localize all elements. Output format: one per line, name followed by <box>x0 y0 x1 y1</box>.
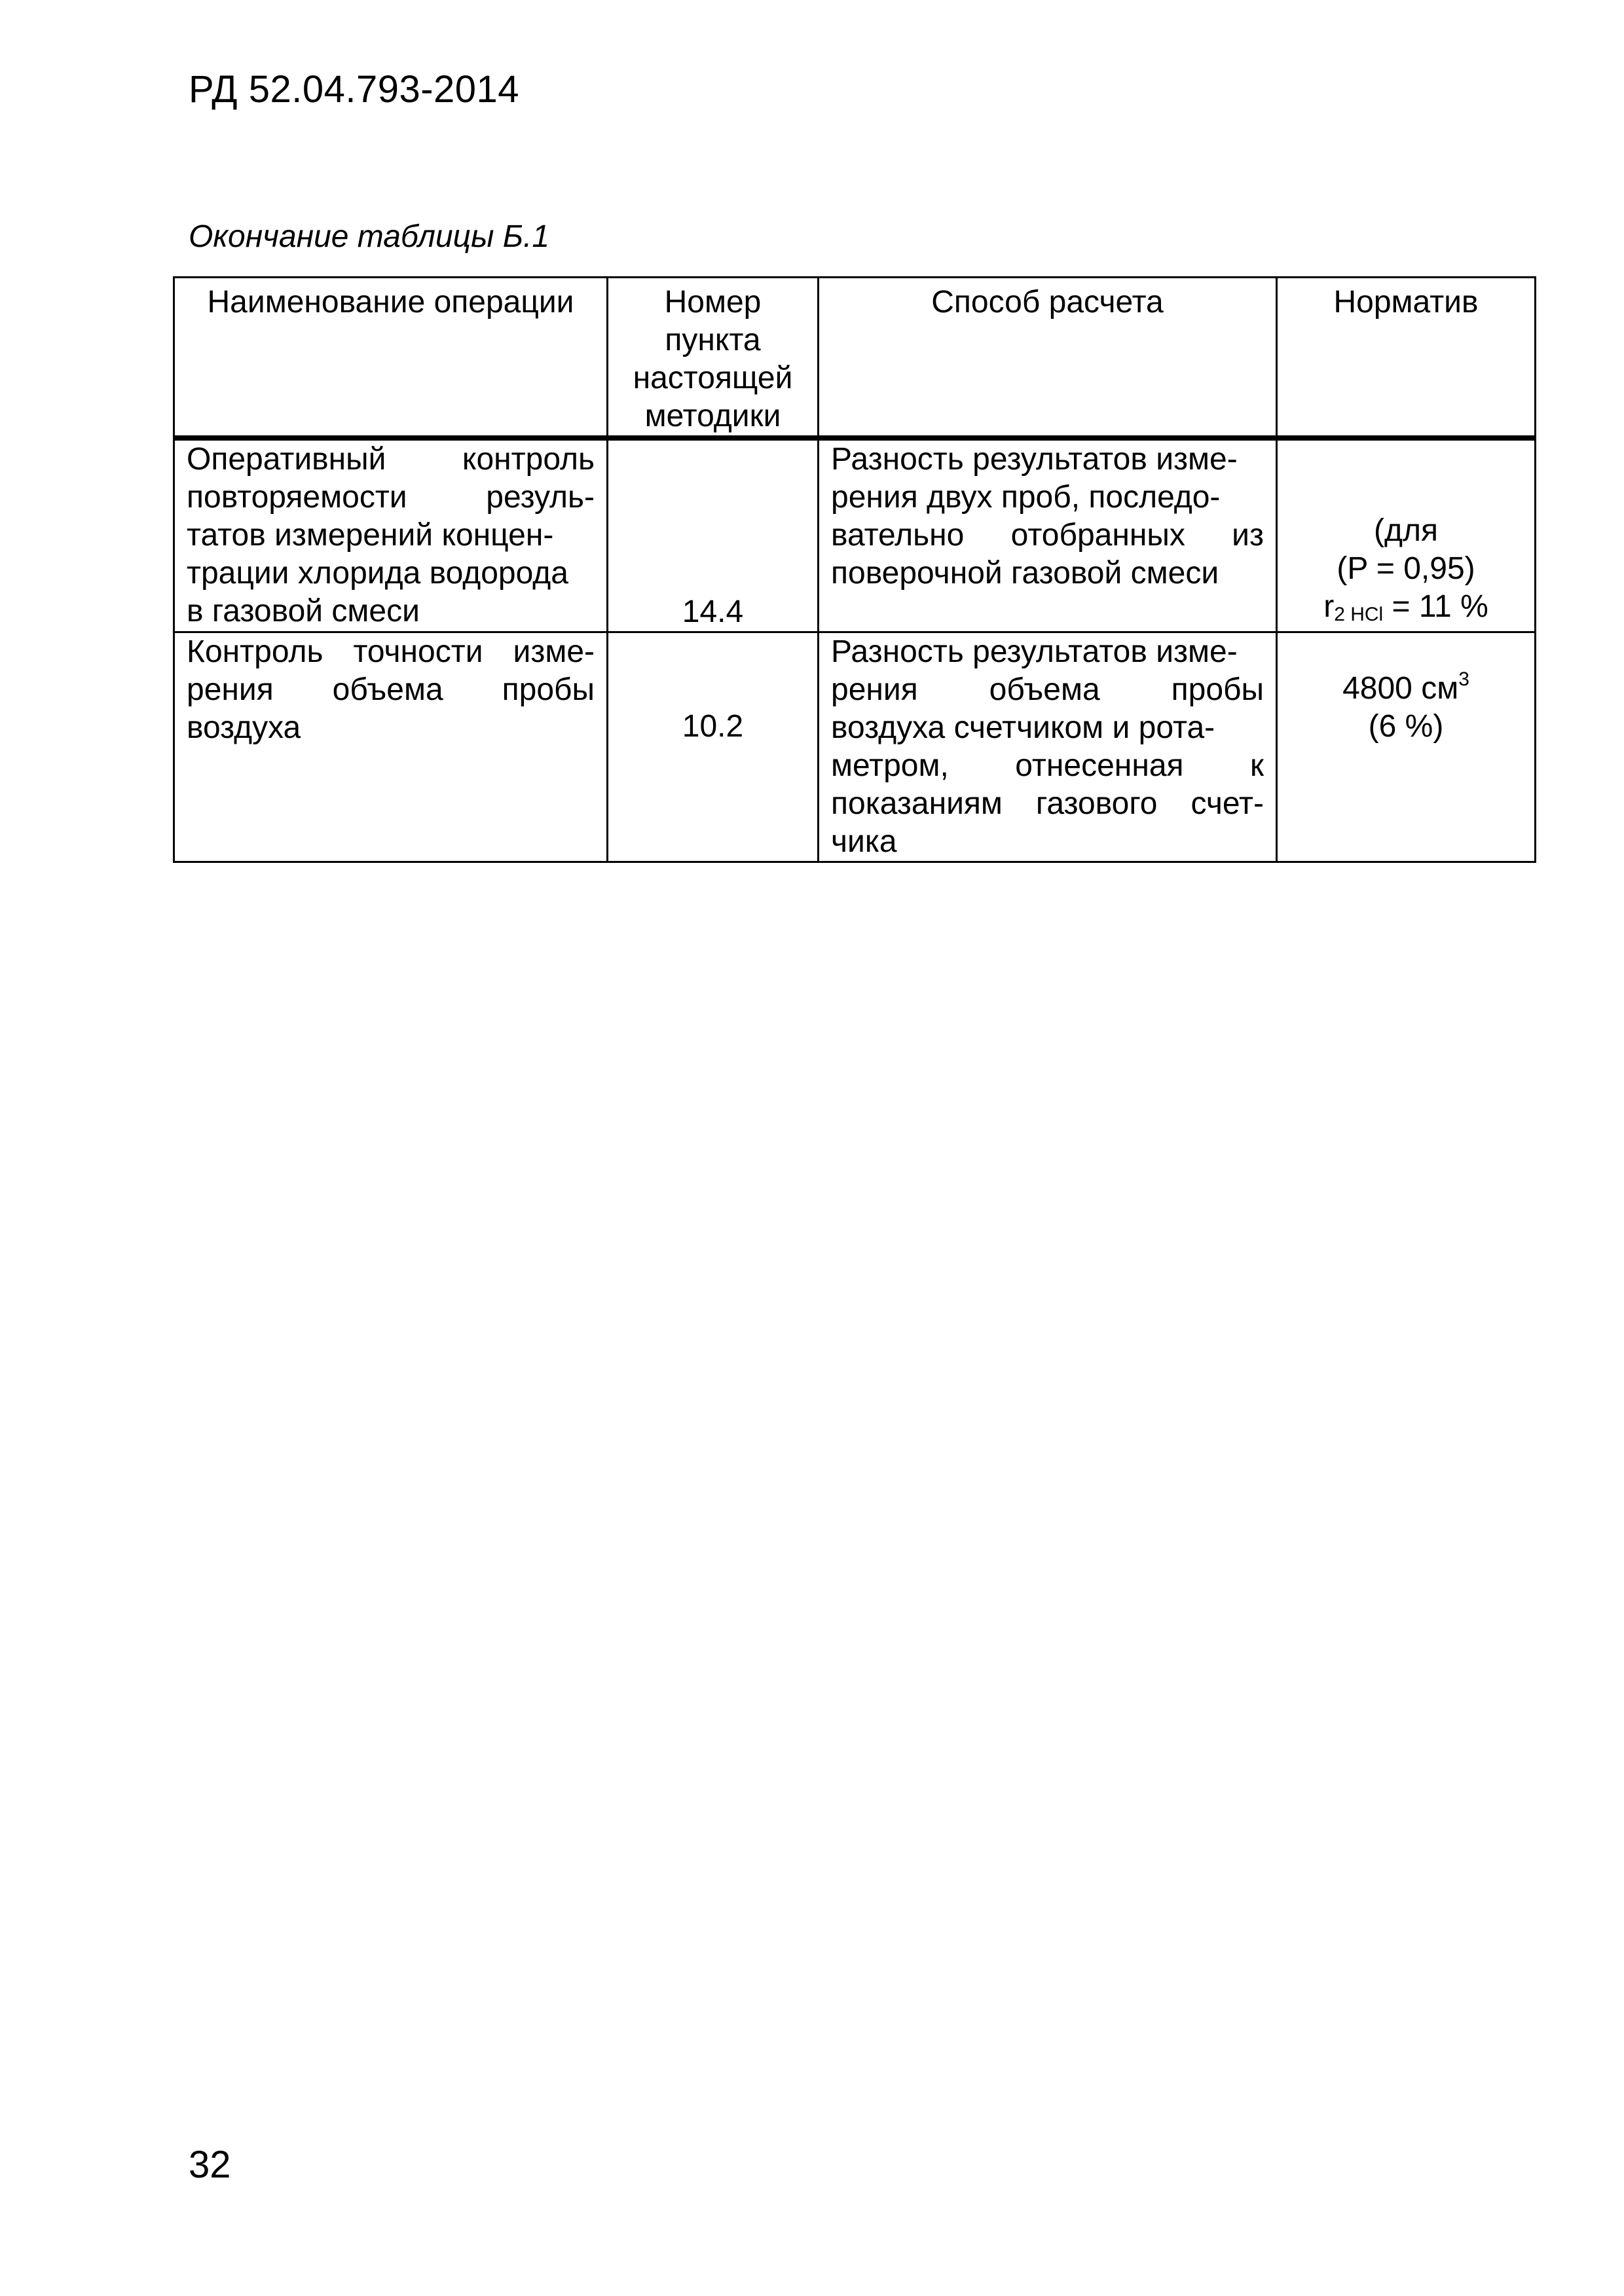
item-number-cell <box>608 632 819 862</box>
table-row <box>174 438 1536 632</box>
word: к <box>1249 748 1264 783</box>
text-line <box>187 441 595 479</box>
norm-value <box>1278 512 1534 634</box>
text-line <box>831 517 1264 555</box>
word: контроль <box>462 442 595 477</box>
word: Контроль <box>187 634 323 669</box>
table-row <box>174 632 1536 862</box>
header-calculation-method: Способ расчета <box>819 278 1277 439</box>
norm-formula <box>1278 588 1534 634</box>
operation-name-cell <box>174 438 608 632</box>
header-item-number <box>608 278 819 439</box>
word: счет- <box>1190 786 1264 821</box>
text-line <box>831 785 1264 823</box>
word: объема <box>989 672 1100 707</box>
header-norm: Норматив <box>1277 278 1536 439</box>
text-line: чика <box>831 824 897 859</box>
word: отобранных <box>1010 518 1185 553</box>
header-number-line: настоящей <box>633 361 793 395</box>
text-line <box>187 479 595 517</box>
word: метром, <box>831 748 949 783</box>
header-operation-name: Наименование операции <box>174 278 608 439</box>
header-number-line: Номер <box>664 285 762 319</box>
item-number: 14.4 <box>682 594 744 629</box>
norm-symbol: r <box>1323 589 1335 624</box>
calculation-method-cell <box>819 438 1277 632</box>
text-line <box>831 747 1264 785</box>
norm-percent: (6 %) <box>1368 708 1444 744</box>
table-caption: Окончание таблицы Б.1 <box>189 219 550 254</box>
word: точности <box>353 634 483 669</box>
word: резуль- <box>486 480 595 515</box>
norm-volume <box>1278 670 1534 708</box>
operations-table <box>173 276 1536 863</box>
word: вательно <box>831 518 965 553</box>
norm-number: = 11 % <box>1383 589 1488 624</box>
word: из <box>1232 518 1264 553</box>
word: рения <box>831 672 918 707</box>
norm-cell <box>1277 632 1536 862</box>
text-line: в газовой смеси <box>187 594 420 629</box>
word: Оперативный <box>187 442 386 477</box>
header-number-line: методики <box>644 399 781 433</box>
word: изме- <box>513 634 595 669</box>
calculation-method-cell <box>819 632 1277 862</box>
word: пробы <box>502 672 595 707</box>
norm-line: (P = 0,95) <box>1337 551 1475 586</box>
item-number: 10.2 <box>682 708 744 744</box>
norm-value <box>1278 670 1534 746</box>
word: показаниям <box>831 786 1003 821</box>
text-line <box>187 633 595 671</box>
text-line: рения двух проб, последо- <box>831 480 1221 515</box>
word: отнесенная <box>1015 748 1184 783</box>
operation-name-cell <box>174 632 608 862</box>
word: объема <box>332 672 443 707</box>
norm-cell <box>1277 438 1536 632</box>
text-line: воздуха счетчиком и рота- <box>831 710 1215 745</box>
norm-subscript: 2 HCl <box>1334 603 1384 625</box>
word: газового <box>1035 786 1158 821</box>
text-line: татов измерений концен- <box>187 518 554 553</box>
table-header-row <box>174 278 1536 439</box>
text-line: воздуха <box>187 710 301 745</box>
document-header: РД 52.04.793-2014 <box>189 68 520 111</box>
norm-line: (для <box>1374 513 1438 548</box>
text-line: Разность результатов изме- <box>831 634 1238 669</box>
text-line: Разность результатов изме- <box>831 442 1238 477</box>
word: пробы <box>1171 672 1264 707</box>
page-number: 32 <box>189 2143 231 2186</box>
word: повторяемости <box>187 480 407 515</box>
text-line <box>187 671 595 709</box>
norm-superscript: 3 <box>1458 668 1469 690</box>
item-number-cell <box>608 438 819 632</box>
text-line <box>831 671 1264 709</box>
header-number-line: пункта <box>665 323 761 357</box>
text-line: трации хлорида водорода <box>187 556 568 591</box>
norm-number: 4800 см <box>1342 670 1459 706</box>
text-line: поверочной газовой смеси <box>831 556 1219 591</box>
word: рения <box>187 672 274 707</box>
